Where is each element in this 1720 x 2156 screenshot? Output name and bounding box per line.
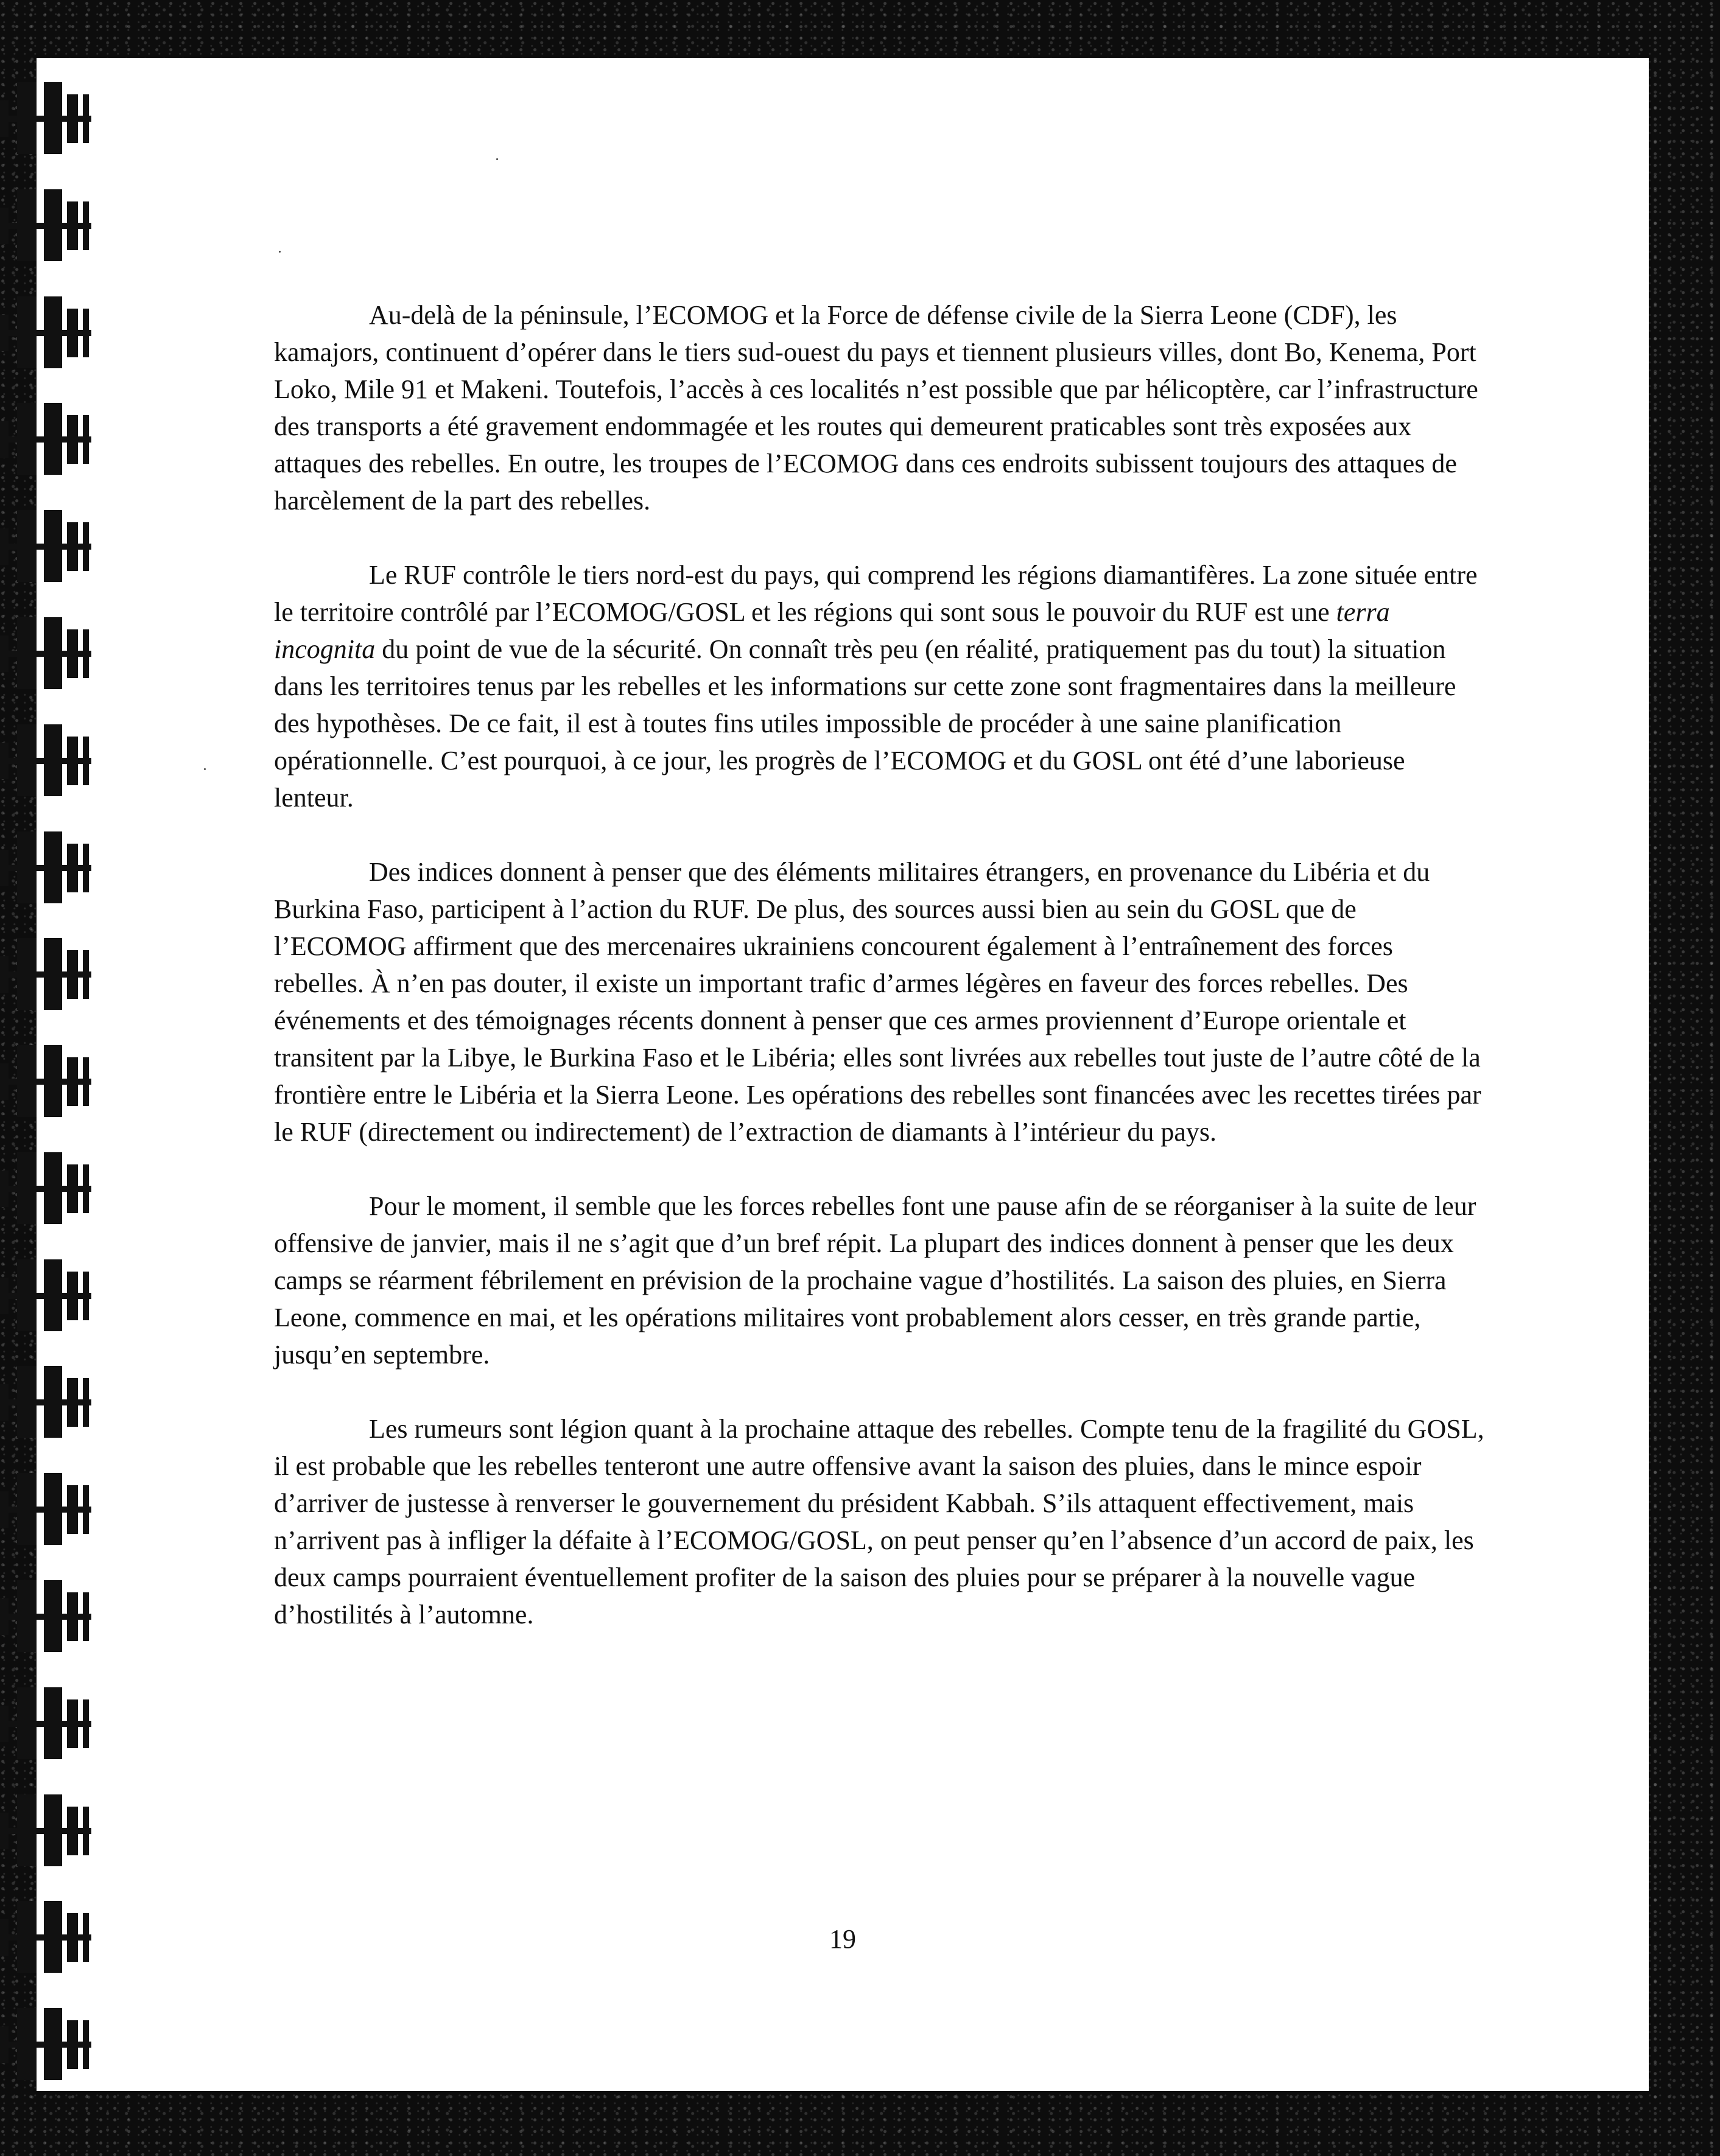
binding-coil-segment — [0, 223, 91, 229]
binding-coil-segment — [0, 1934, 91, 1941]
text-segment: Des indices donnent à penser que des éléments militaires étrangers, en provenance du Libéria et du Burkina Faso, participent à l’action du RUF. De plus, des sources aussi bien au sein du GOSL que de l’ECOMOG affirment que des mercenaires ukrainiens concourent également à l’entraînement des forces rebelles. À n’en pas douter, il existe un important trafic d’armes légères en faveur des forces rebelles. Des événements et des témoignages récents donnent à penser que ces armes proviennent d’Europe orientale et transitent par la Libye, le Burkina Faso et le Libéria; elles sont livrées aux rebelles tout juste de l’autre côté de la frontière entre le Libéria et la Sierra Leone. Les opérations des rebelles sont financées avec les recettes tirées par le RUF (directement ou indirectement) de l’extraction de diamants à l’intérieur du pays. — [274, 857, 1481, 1147]
binding-coil — [0, 1473, 110, 1545]
binding-coil — [0, 403, 110, 475]
binding-coil-segment — [0, 1079, 91, 1085]
binding-coil — [0, 831, 110, 903]
binding-coil — [0, 938, 110, 1010]
binding-coil-segment — [0, 1399, 91, 1405]
binding-coil — [0, 82, 110, 154]
binding-coil-segment — [0, 1828, 91, 1834]
text-segment: Pour le moment, il semble que les forces rebelles font une pause afin de se réorganiser à la suite de leur offensive de janvier, mais il ne s’agit que d’un bref répit. La plupart des indices donnent à penser que les deux camps se réarment fébrilement en prévision de la prochaine vague d’hostilités. La saison des pluies, en Sierra Leone, commence en mai, et les opérations militaires vont probablement alors cesser, en très grande partie, jusqu’en septembre. — [274, 1191, 1476, 1370]
binding-coil — [0, 296, 110, 368]
text-segment: Le RUF contrôle le tiers nord-est du pays, qui comprend les régions diamantifères. La zone située entre le territoire contrôlé par l’ECOMOG/GOSL et les régions qui sont sous le pouvoir du RUF est une — [274, 560, 1478, 627]
binding-coil — [0, 1259, 110, 1331]
paragraph — [274, 853, 1486, 1150]
binding-coil-segment — [0, 116, 91, 122]
spiral-binding — [0, 58, 116, 2091]
binding-coil — [0, 1366, 110, 1438]
binding-coil — [0, 1901, 110, 1973]
scan-speck — [204, 768, 206, 770]
text-segment: du point de vue de la sécurité. On connaît très peu (en réalité, pratiquement pas du tout) la situation dans les territoires tenus par les rebelles et les informations sur cette zone sont fragmentaires dans la meilleure des hypothèses. De ce fait, il est à toutes fins utiles impossible de procéder à une saine planification opérationnelle. C’est pourquoi, à ce jour, les progrès de l’ECOMOG et du GOSL ont été d’une laborieuse lenteur. — [274, 634, 1456, 813]
binding-coil-segment — [0, 651, 91, 657]
binding-coil-segment — [0, 758, 91, 764]
scan-speck — [496, 158, 498, 160]
page-number: 19 — [829, 1924, 856, 1954]
document-body — [274, 296, 1486, 1670]
binding-coil-segment — [0, 1721, 91, 1727]
paragraph — [274, 296, 1486, 519]
binding-coil-segment — [0, 1614, 91, 1620]
binding-coil — [0, 2008, 110, 2080]
binding-coil — [0, 1152, 110, 1224]
binding-coil-segment — [0, 1293, 91, 1299]
italic-text: terra incognita — [274, 597, 1390, 664]
binding-coil — [0, 510, 110, 582]
document-page — [37, 58, 1649, 2091]
binding-coil-segment — [0, 1186, 91, 1192]
binding-coil — [0, 1580, 110, 1652]
text-segment: Les rumeurs sont légion quant à la prochaine attaque des rebelles. Compte tenu de la fragilité du GOSL, il est probable que les rebelles tenteront une autre offensive avant la saison des pluies, dans le mince espoir d’arriver de justesse à renverser le gouvernement du président Kabbah. S’ils attaquent effectivement, mais n’arrivent pas à infliger la défaite à l’ECOMOG/GOSL, on peut penser qu’en l’absence d’un accord de paix, les deux camps pourraient éventuellement profiter de la saison des pluies pour se préparer à la nouvelle vague d’hostilités à l’automne. — [274, 1414, 1484, 1629]
binding-coil — [0, 189, 110, 261]
binding-coil — [0, 1687, 110, 1759]
binding-coil-segment — [0, 436, 91, 443]
binding-coil — [0, 1794, 110, 1866]
scan-speck — [279, 251, 281, 253]
binding-coil — [0, 724, 110, 796]
paragraph — [274, 1410, 1486, 1633]
binding-coil-segment — [0, 1507, 91, 1513]
paragraph — [274, 1188, 1486, 1373]
binding-coil-segment — [0, 2042, 91, 2048]
binding-coil — [0, 1045, 110, 1117]
binding-coil — [0, 617, 110, 689]
binding-coil-segment — [0, 865, 91, 871]
binding-coil-segment — [0, 544, 91, 550]
binding-coil-segment — [0, 971, 91, 978]
binding-coil-segment — [0, 330, 91, 336]
text-segment: Au-delà de la péninsule, l’ECOMOG et la Force de défense civile de la Sierra Leone (CDF), les kamajors, continuent d’opérer dans le tiers sud-ouest du pays et tiennent plusieurs villes, dont Bo, Kenema, Port Loko, Mile 91 et Makeni. Toutefois, l’accès à ces localités n’est possible que par hélicoptère, car l’infrastructure des transports a été gravement endommagée et les routes qui demeurent praticables sont très exposées aux attaques des rebelles. En outre, les troupes de l’ECOMOG dans ces endroits subissent toujours des attaques de harcèlement de la part des rebelles. — [274, 300, 1478, 516]
paragraph — [274, 556, 1486, 816]
